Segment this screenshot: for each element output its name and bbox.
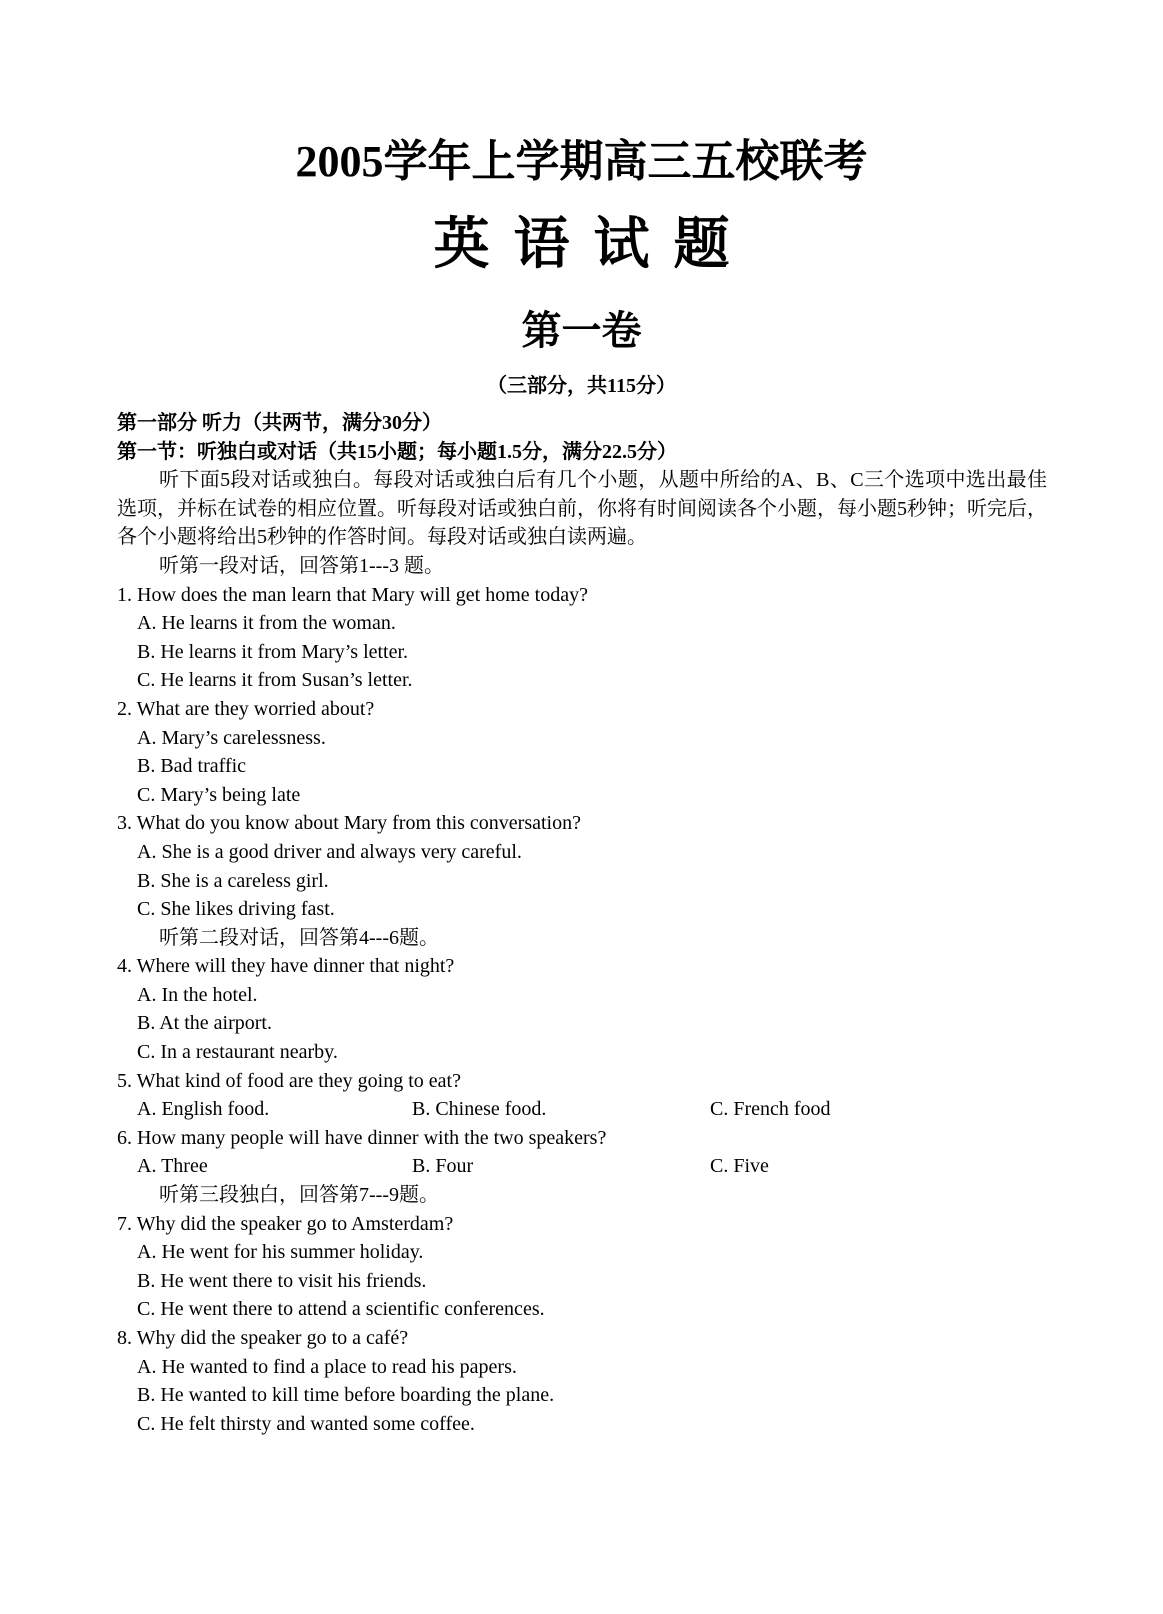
answer-option: B. Bad traffic [137,755,247,778]
dialogue-intro: 听第三段独白，回答第7---9题。 [159,1184,439,1207]
question-stem: 2. What are they worried about? [117,697,375,720]
question-stem: 6. How many people will have dinner with the two speakers? [117,1126,607,1149]
answer-option: A. Mary’s carelessness. [137,726,326,749]
instructions-paragraph: 听下面5段对话或独白。每段对话或独白后有几个小题，从题中所给的A、B、C三个选项中选出最佳选项，并标在试卷的相应位置。听每段对话或独白前，你将有时间阅读各个小题，每小题5秒钟；听完后，各个小题将给出5秒钟的作答时间。每段对话或独白读两遍。 [117,469,1047,549]
answer-option: A. She is a good driver and always very careful. [137,840,522,863]
question-stem: 8. Why did the speaker go to a café? [117,1327,409,1349]
answer-option: B. He learns it from Mary’s letter. [137,640,409,663]
question-stem: 7. Why did the speaker go to Amsterdam? [117,1212,454,1235]
answer-option: B. She is a careless girl. [137,869,329,892]
answer-option: A. Three [137,1155,208,1178]
answer-option: B. At the airport. [137,1012,272,1035]
answer-option: C. French food [710,1098,831,1121]
answer-option: A. He learns it from the woman. [137,612,396,635]
answer-option: A. He wanted to find a place to read his papers. [137,1355,517,1378]
part-title: 第一部分 听力（共两节，满分30分） [117,412,442,434]
subsection-title: 第一节：听独白或对话（共15小题；每小题1.5分，满分22.5分） [117,440,677,463]
question-stem: 5. What kind of food are they going to eat? [117,1069,461,1092]
answer-option: C. Mary’s being late [137,783,301,806]
answer-option: C. He learns it from Susan’s letter. [137,669,413,692]
answer-option: C. He felt thirsty and wanted some coffee. [137,1412,475,1435]
question-stem: 1. How does the man learn that Mary will get home today? [117,583,588,606]
exam-title: 2005学年上学期高三五校联考 [295,137,868,186]
exam-content [117,409,1047,1438]
answer-option: B. He wanted to kill time before boarding the plane. [137,1384,555,1407]
dialogue-intro: 听第二段对话，回答第4---6题。 [159,926,439,949]
answer-option: B. Four [412,1155,474,1178]
answer-option: C. She likes driving fast. [137,898,335,921]
total-score-note: （三部分，共115分） [487,375,676,397]
answer-option: C. Five [710,1155,769,1178]
question-stem: 3. What do you know about Mary from this conversation? [117,812,581,835]
answer-option: A. English food. [137,1098,270,1121]
answer-option: C. He went there to attend a scientific conferences. [137,1298,545,1321]
answer-option: A. In the hotel. [137,983,258,1006]
dialogue-intro: 听第一段对话，回答第1---3 题。 [159,554,444,577]
volume-title: 第一卷 [521,308,642,353]
exam-subject-title: 英语试题 [433,214,754,276]
answer-option-row [117,1095,1047,1124]
answer-option-row [117,1152,1047,1181]
answer-option: B. He went there to visit his friends. [137,1269,427,1292]
answer-option: B. Chinese food. [412,1098,547,1121]
answer-option: A. He went for his summer holiday. [137,1241,424,1264]
question-stem: 4. Where will they have dinner that night? [117,955,455,978]
answer-option: C. In a restaurant nearby. [137,1041,338,1064]
